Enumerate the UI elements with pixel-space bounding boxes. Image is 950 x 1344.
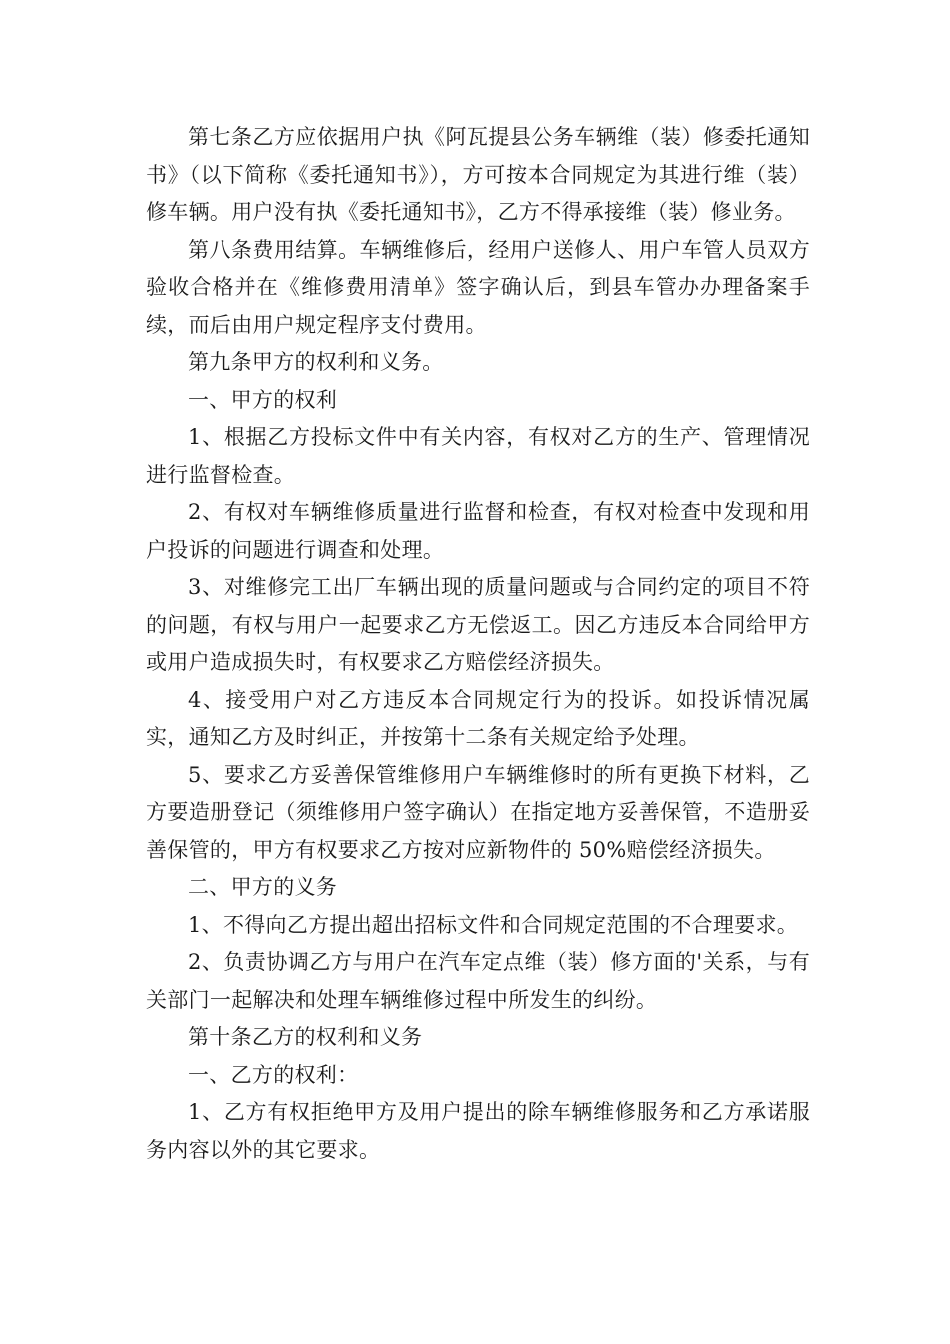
paragraph-party-a-right-4: 4、接受用户对乙方违反本合同规定行为的投诉。如投诉情况属实，通知乙方及时纠正，并按第十二条有关规定给予处理。	[146, 687, 810, 749]
paragraph-party-b-rights-heading: 一、乙方的权利：	[188, 1062, 359, 1087]
paragraph-party-a-right-3: 3、对维修完工出厂车辆出现的质量问题或与合同约定的项目不符的问题，有权与用户一起要求乙方无偿返工。因乙方违反本合同给甲方或用户造成损失时，有权要求乙方赔偿经济损失。	[146, 575, 810, 674]
paragraph-article-7: 第七条乙方应依据用户执《阿瓦提县公务车辆维（装）修委托通知书》（以下简称《委托通知书》），方可按本合同规定为其进行维（装）修车辆。用户没有执《委托通知书》，乙方不得承接维（装）修业务。	[146, 125, 810, 224]
paragraph-party-a-right-5: 5、要求乙方妥善保管维修用户车辆维修时的所有更换下材料，乙方要造册登记（须维修用户签字确认）在指定地方妥善保管，不造册妥善保管的，甲方有权要求乙方按对应新物件的 50%赔偿经济损失。	[146, 762, 810, 862]
paragraph-article-9-heading: 第九条甲方的权利和义务。	[188, 350, 444, 374]
paragraph-party-b-right-1: 1、乙方有权拒绝甲方及用户提出的除车辆维修服务和乙方承诺服务内容以外的其它要求。	[146, 1100, 810, 1162]
paragraph-article-8: 第八条费用结算。车辆维修后，经用户送修人、用户车管人员双方验收合格并在《维修费用清单》签字确认后，到县车管办办理备案手续，而后由用户规定程序支付费用。	[146, 237, 810, 337]
paragraph-party-a-duty-2: 2、负责协调乙方与用户在汽车定点维（装）修方面的'关系，与有关部门一起解决和处理车辆维修过程中所发生的纠纷。	[146, 950, 810, 1012]
paragraph-party-a-duty-1: 1、不得向乙方提出超出招标文件和合同规定范围的不合理要求。	[188, 912, 799, 937]
paragraph-article-10-heading: 第十条乙方的权利和义务	[188, 1025, 423, 1049]
paragraph-party-a-duties-heading: 二、甲方的义务	[188, 875, 338, 899]
paragraph-party-a-right-2: 2、有权对车辆维修质量进行监督和检查，有权对检查中发现和用户投诉的问题进行调查和处理。	[146, 500, 810, 562]
paragraph-party-a-right-1: 1、根据乙方投标文件中有关内容，有权对乙方的生产、管理情况进行监督检查。	[146, 425, 810, 487]
paragraph-party-a-rights-heading: 一、甲方的权利	[188, 387, 338, 412]
